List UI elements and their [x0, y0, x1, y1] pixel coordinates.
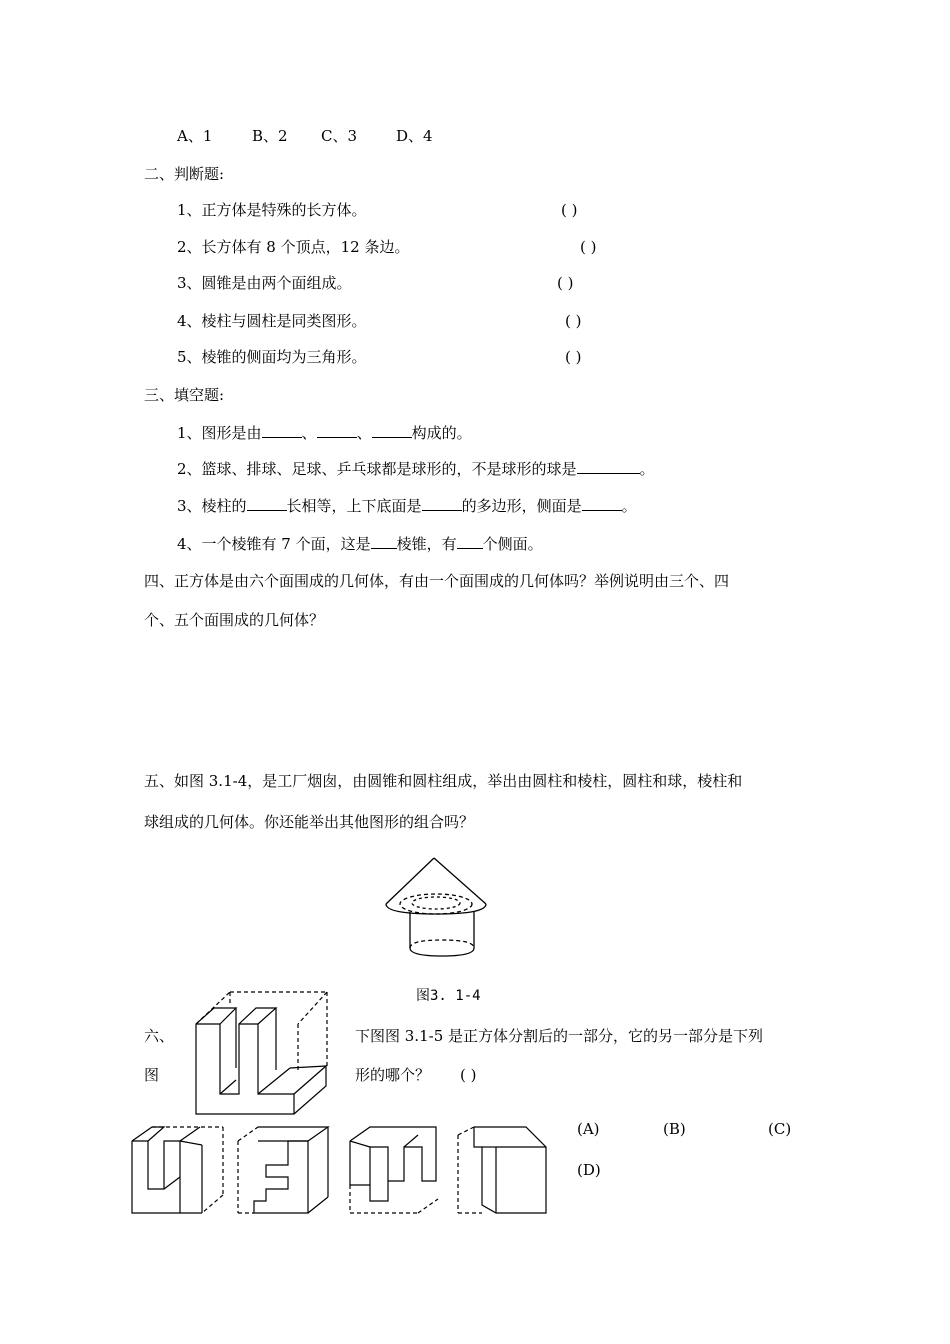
judge-item-3: 3、圆锥是由两个面组成。	[177, 274, 352, 292]
fill-item-4-text-b: 棱锥，有	[396, 535, 457, 553]
section-5-line-2: 球组成的几何体。你还能举出其他图形的组合吗？	[144, 813, 475, 831]
option-d-shape	[456, 1125, 551, 1220]
fill-item-1	[177, 422, 472, 443]
answer-option-d[interactable]: (D)	[577, 1161, 601, 1179]
fill-item-1-end: 构成的。	[411, 424, 472, 442]
cube-part-figure	[194, 990, 334, 1115]
fill-item-3-text-b: 长相等，上下底面是	[286, 497, 422, 515]
section-4-line-2: 个、五个面围成的几何体？	[144, 611, 325, 629]
answer-option-b[interactable]: (B)	[663, 1120, 686, 1138]
fill-item-2	[177, 458, 655, 479]
section-3-heading: 三、填空题:	[144, 386, 225, 404]
section-6-line-1: 下图图 3.1-5 是正方体分割后的一部分，它的另一部分是下列	[355, 1027, 764, 1045]
chimney-figure	[380, 855, 510, 985]
blank-4a[interactable]	[371, 533, 397, 549]
blank-1c[interactable]	[372, 422, 412, 438]
blank-3a[interactable]	[247, 495, 287, 511]
option-b-shape	[236, 1125, 331, 1220]
section-6-label-2: 图	[144, 1066, 160, 1084]
section-6-label: 六、	[144, 1027, 175, 1045]
section-6-line-2: 形的哪个？	[355, 1066, 431, 1084]
answer-paren-4[interactable]: ( )	[565, 312, 582, 330]
fill-item-4-text: 4、一个棱锥有 7 个面，这是	[177, 535, 371, 553]
option-a-shape	[130, 1125, 225, 1220]
fill-item-3-text-c: 的多边形，侧面是	[461, 497, 582, 515]
answer-paren-2[interactable]: ( )	[580, 238, 597, 256]
separator: 、	[356, 424, 372, 442]
answer-option-c[interactable]: (C)	[768, 1120, 792, 1138]
answer-paren-1[interactable]: ( )	[561, 201, 578, 219]
fill-item-1-text: 1、图形是由	[177, 424, 262, 442]
fill-item-2-text: 2、篮球、排球、足球、乒乓球都是球形的，不是球形的球是	[177, 460, 577, 478]
judge-item-4: 4、棱柱与圆柱是同类图形。	[177, 312, 367, 330]
answer-option-a[interactable]: (A)	[577, 1120, 600, 1138]
option-c-shape	[348, 1125, 443, 1220]
blank-3c[interactable]	[582, 495, 622, 511]
fill-item-3-text: 3、棱柱的	[177, 497, 247, 515]
judge-item-2: 2、长方体有 8 个顶点，12 条边。	[177, 238, 410, 256]
fill-item-2-end: 。	[639, 460, 655, 478]
judge-item-1: 1、正方体是特殊的长方体。	[177, 201, 367, 219]
figure-caption: 图3. 1-4	[416, 988, 481, 1004]
answer-paren-3[interactable]: ( )	[557, 274, 574, 292]
fill-item-4	[177, 533, 543, 554]
section-5-line-1: 五、如图 3.1-4，是工厂烟囱，由圆锥和圆柱组成，举出由圆柱和棱柱，圆柱和球，棱柱和	[144, 772, 743, 790]
fill-item-3-end: 。	[621, 497, 637, 515]
blank-2[interactable]	[577, 458, 640, 474]
judge-item-5: 5、棱锥的侧面均为三角形。	[177, 348, 367, 366]
option-c: C、3	[321, 127, 358, 145]
option-b: B、2	[252, 127, 288, 145]
option-a: A、1	[177, 127, 213, 145]
section-2-heading: 二、判断题:	[144, 165, 225, 183]
blank-1a[interactable]	[262, 422, 302, 438]
section-4-line-1: 四、正方体是由六个面围成的几何体，有由一个面围成的几何体吗？举例说明由三个、四	[144, 572, 730, 590]
fill-item-4-end: 个侧面。	[482, 535, 543, 553]
fill-item-3	[177, 495, 637, 516]
blank-1b[interactable]	[317, 422, 357, 438]
answer-paren-6[interactable]: ( )	[460, 1066, 477, 1084]
separator: 、	[301, 424, 317, 442]
blank-4b[interactable]	[457, 533, 483, 549]
answer-paren-5[interactable]: ( )	[565, 348, 582, 366]
blank-3b[interactable]	[422, 495, 462, 511]
option-d: D、4	[396, 127, 433, 145]
